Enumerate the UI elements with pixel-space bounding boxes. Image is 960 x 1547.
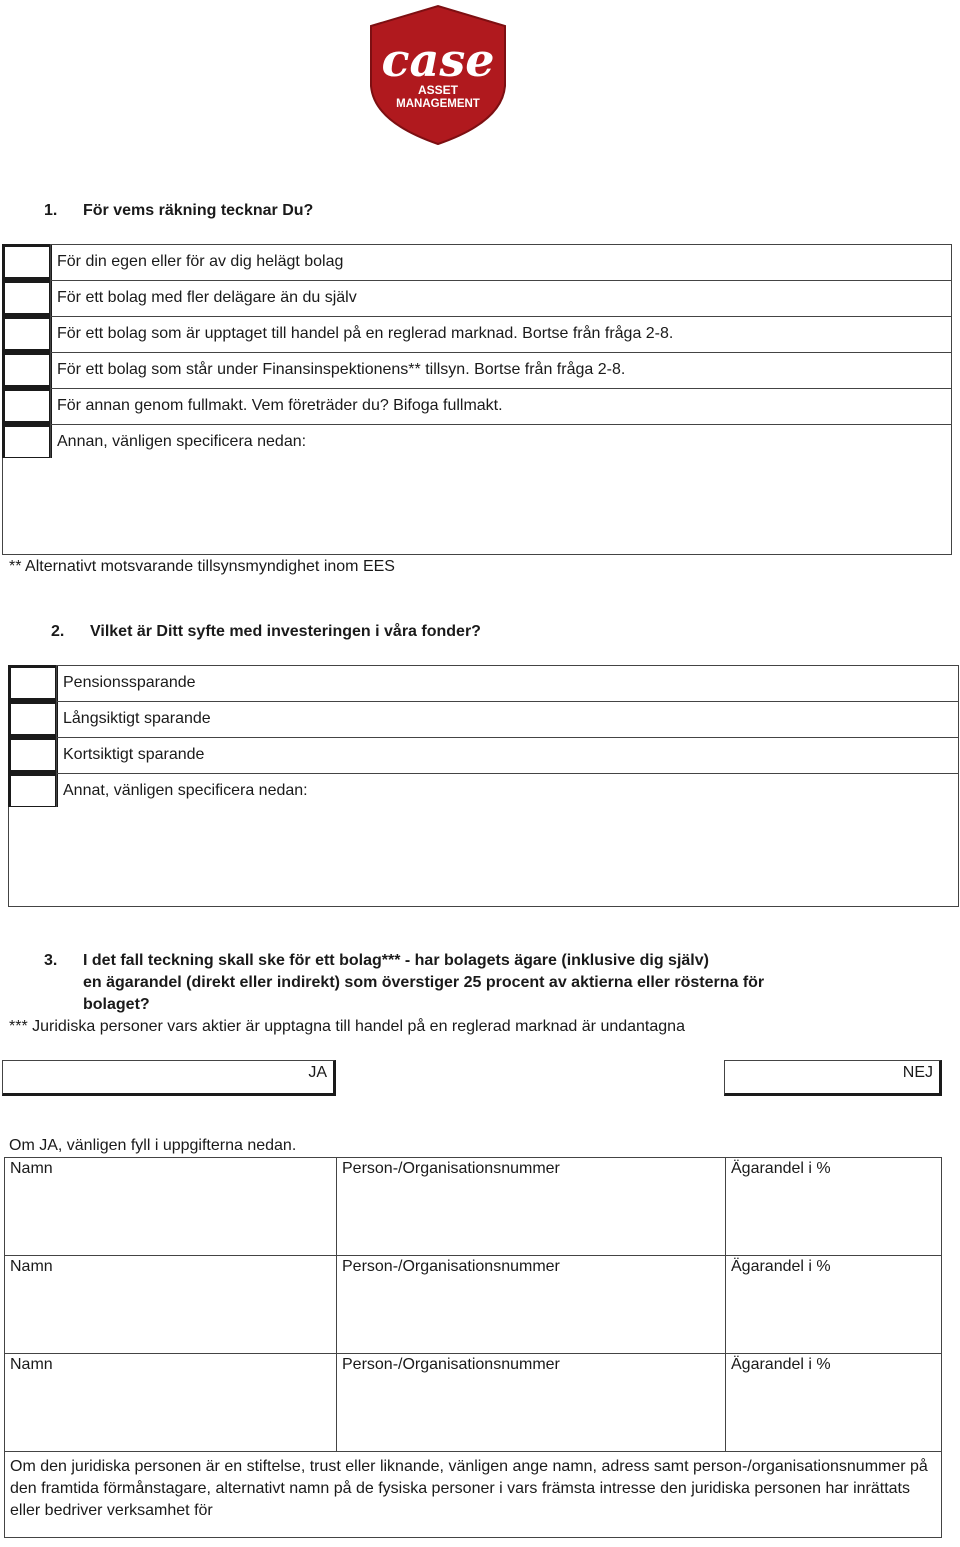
q1-checkbox-own[interactable] bbox=[2, 244, 52, 280]
company-logo bbox=[368, 4, 508, 146]
owner-name-field[interactable]: Namn bbox=[5, 1158, 337, 1256]
q2-title: Vilket är Ditt syfte med investeringen i våra fonder? bbox=[90, 623, 481, 640]
table-row bbox=[5, 1158, 942, 1256]
q1-checkbox-proxy[interactable] bbox=[2, 388, 52, 424]
q1-option-label: Annan, vänligen specificera nedan: bbox=[50, 424, 952, 460]
q2-checkbox-other[interactable] bbox=[8, 773, 58, 809]
q1-option-listed[interactable] bbox=[2, 316, 952, 352]
q1-title: För vems räkning tecknar Du? bbox=[83, 202, 314, 219]
owner-id-field[interactable]: Person-/Organisationsnummer bbox=[337, 1354, 726, 1452]
q1-option-label: För ett bolag med fler delägare än du själv bbox=[50, 280, 952, 316]
no-checkbox[interactable]: NEJ bbox=[724, 1060, 942, 1096]
q2-option-label: Långsiktigt sparande bbox=[56, 701, 959, 737]
q2-number: 2. bbox=[51, 623, 65, 640]
q1-option-label: För annan genom fullmakt. Vem företräder du? Bifoga fullmakt. bbox=[50, 388, 952, 424]
q1-number: 1. bbox=[44, 202, 58, 219]
q1-option-co-owners[interactable] bbox=[2, 280, 952, 316]
q2-option-label: Pensionssparande bbox=[56, 665, 959, 701]
q2-checkbox-pension[interactable] bbox=[8, 665, 58, 701]
q1-checkbox-supervised[interactable] bbox=[2, 352, 52, 388]
q1-footnote: ** Alternativt motsvarande tillsynsmyndighet inom EES bbox=[9, 558, 395, 575]
q1-option-label: För ett bolag som står under Finansinspektionens** tillsyn. Bortse från fråga 2-8. bbox=[50, 352, 952, 388]
q2-option-label: Kortsiktigt sparande bbox=[56, 737, 959, 773]
q1-specify-field[interactable] bbox=[2, 458, 952, 555]
owner-name-field[interactable]: Namn bbox=[5, 1354, 337, 1452]
owner-share-field[interactable]: Ägarandel i % bbox=[726, 1256, 942, 1354]
owner-share-field[interactable]: Ägarandel i % bbox=[726, 1158, 942, 1256]
q1-option-supervised[interactable] bbox=[2, 352, 952, 388]
q3-title-line-3: bolaget? bbox=[83, 996, 150, 1013]
owners-table bbox=[4, 1157, 942, 1538]
q2-specify-field[interactable] bbox=[8, 807, 959, 907]
q3-footnote: *** Juridiska personer vars aktier är upptagna till handel på en reglerad marknad är undantagna bbox=[9, 1018, 685, 1035]
q1-option-proxy[interactable] bbox=[2, 388, 952, 424]
q3-title-line-2: en ägarandel (direkt eller indirekt) som överstiger 25 procent av aktierna eller rösterna för bbox=[83, 974, 765, 991]
q1-option-own[interactable] bbox=[2, 244, 952, 280]
q1-checkbox-other[interactable] bbox=[2, 424, 52, 460]
owner-id-field[interactable]: Person-/Organisationsnummer bbox=[337, 1256, 726, 1354]
logo-line-management: MANAGEMENT bbox=[396, 98, 480, 110]
q1-checkbox-co-owners[interactable] bbox=[2, 280, 52, 316]
yes-checkbox[interactable]: JA bbox=[2, 1060, 336, 1096]
q2-checkbox-long-term[interactable] bbox=[8, 701, 58, 737]
q2-checkbox-short-term[interactable] bbox=[8, 737, 58, 773]
q2-option-pension[interactable] bbox=[8, 665, 959, 701]
owner-id-field[interactable]: Person-/Organisationsnummer bbox=[337, 1158, 726, 1256]
q2-option-long-term[interactable] bbox=[8, 701, 959, 737]
q1-checkbox-listed[interactable] bbox=[2, 316, 52, 352]
q2-option-short-term[interactable] bbox=[8, 737, 959, 773]
q3-number: 3. bbox=[44, 952, 58, 969]
logo-line-asset: ASSET bbox=[417, 83, 459, 97]
owner-name-field[interactable]: Namn bbox=[5, 1256, 337, 1354]
table-row bbox=[5, 1256, 942, 1354]
logo-wordmark: case bbox=[381, 33, 495, 87]
owner-share-field[interactable]: Ägarandel i % bbox=[726, 1354, 942, 1452]
q2-option-label: Annat, vänligen specificera nedan: bbox=[56, 773, 959, 809]
q3-title-line-1: I det fall teckning skall ske för ett bolag*** - har bolagets ägare (inklusive dig själv) bbox=[83, 952, 709, 969]
q1-option-label: För din egen eller för av dig helägt bolag bbox=[50, 244, 952, 280]
q1-option-other[interactable] bbox=[2, 424, 952, 460]
foundation-beneficiary-field[interactable]: Om den juridiska personen är en stiftelse, trust eller liknande, vänligen ange namn, adress samt person-/organisationsnummer på den framtida förmånstagare, alternativt namn på de fysiska personer i vars främsta intresse den juridiska personen har inrättats eller bedriver verksamhet för bbox=[5, 1452, 942, 1538]
q2-option-other[interactable] bbox=[8, 773, 959, 809]
q1-option-label: För ett bolag som är upptaget till handel på en reglerad marknad. Bortse från fråga 2-8. bbox=[50, 316, 952, 352]
q3-instruction: Om JA, vänligen fyll i uppgifterna nedan. bbox=[9, 1137, 297, 1154]
table-row bbox=[5, 1354, 942, 1452]
table-row bbox=[5, 1452, 942, 1538]
